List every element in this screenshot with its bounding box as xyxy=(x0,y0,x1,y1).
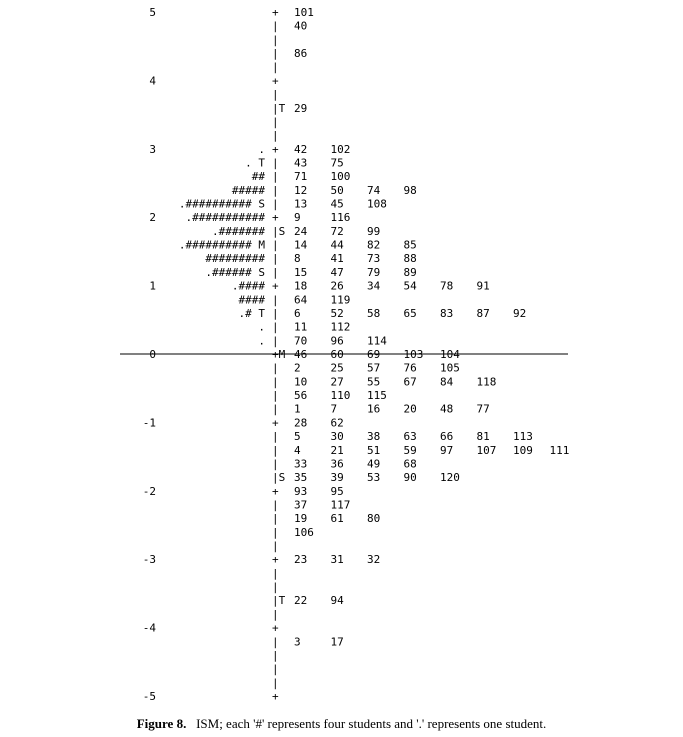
axis-tick-label: 3 xyxy=(149,142,156,156)
item-label: 69 xyxy=(367,348,381,361)
item-label: 25 xyxy=(330,361,344,375)
item-label: 86 xyxy=(294,47,308,61)
axis-marker: + xyxy=(272,621,279,635)
item-label: 51 xyxy=(367,443,381,457)
item-label: 117 xyxy=(330,498,351,512)
axis-marker: | xyxy=(272,170,279,184)
item-label: 119 xyxy=(330,293,351,307)
axis-marker: +M xyxy=(272,348,286,361)
item-label: 71 xyxy=(294,170,308,184)
axis-tick-label: 0 xyxy=(149,348,156,361)
item-label: 109 xyxy=(513,443,533,457)
item-label: 101 xyxy=(294,6,314,19)
item-label: 72 xyxy=(330,224,344,238)
item-label: 31 xyxy=(330,553,344,567)
item-label: 102 xyxy=(330,142,351,156)
item-label: 56 xyxy=(294,389,308,403)
axis-marker: | xyxy=(272,238,279,252)
item-label: 30 xyxy=(330,430,344,444)
axis-marker: | xyxy=(272,265,279,279)
item-label: 29 xyxy=(294,101,308,115)
person-distribution: ## xyxy=(251,170,265,184)
item-label: 1 xyxy=(294,402,301,416)
item-label: 96 xyxy=(330,334,344,348)
item-label: 60 xyxy=(330,348,344,361)
item-label: 38 xyxy=(367,430,381,444)
axis-marker: | xyxy=(272,183,279,197)
axis-marker: | xyxy=(272,512,279,526)
item-label: 106 xyxy=(294,525,314,539)
axis-marker: | xyxy=(272,443,279,457)
item-label: 85 xyxy=(403,238,417,252)
item-label: 6 xyxy=(294,306,301,320)
axis-marker: | xyxy=(272,88,279,102)
axis-marker: | xyxy=(272,375,279,389)
axis-marker: | xyxy=(272,402,279,416)
axis-tick-label: -2 xyxy=(142,484,156,498)
item-label: 66 xyxy=(440,430,454,444)
item-label: 14 xyxy=(294,238,308,252)
item-label: 62 xyxy=(330,416,344,430)
axis-marker: | xyxy=(272,156,279,170)
axis-marker: | xyxy=(272,197,279,211)
axis-marker: | xyxy=(272,662,279,676)
axis-marker: | xyxy=(272,129,279,143)
item-label: 113 xyxy=(513,430,533,444)
item-label: 44 xyxy=(330,238,344,252)
item-label: 112 xyxy=(330,320,351,334)
axis-marker: | xyxy=(272,306,279,320)
person-distribution: ##### xyxy=(231,183,265,197)
axis-marker: |T xyxy=(272,101,286,115)
axis-marker: |S xyxy=(272,471,286,485)
item-label: 59 xyxy=(403,443,417,457)
item-label: 19 xyxy=(294,512,308,526)
item-label: 88 xyxy=(403,252,417,266)
item-label: 27 xyxy=(330,375,344,389)
item-label: 47 xyxy=(330,265,344,279)
item-label: 83 xyxy=(440,306,454,320)
item-label: 114 xyxy=(367,334,387,348)
axis-marker: + xyxy=(272,279,279,293)
item-label: 103 xyxy=(403,348,424,361)
item-label: 115 xyxy=(367,389,387,403)
axis-tick-label: 2 xyxy=(149,211,156,225)
item-label: 13 xyxy=(294,197,308,211)
item-label: 104 xyxy=(440,348,460,361)
item-label: 89 xyxy=(403,265,417,279)
person-distribution: .########## M xyxy=(178,238,265,252)
item-label: 18 xyxy=(294,279,308,293)
axis-marker: + xyxy=(272,6,279,19)
axis-marker: + xyxy=(272,74,279,88)
item-label: 79 xyxy=(367,265,381,279)
person-distribution: .#### xyxy=(231,279,265,293)
item-label: 111 xyxy=(549,443,570,457)
item-label: 40 xyxy=(294,19,308,33)
axis-marker: | xyxy=(272,115,279,129)
item-label: 61 xyxy=(330,512,344,526)
axis-marker: + xyxy=(272,553,279,567)
axis-marker: + xyxy=(272,484,279,498)
axis-tick-label: -5 xyxy=(142,690,156,703)
axis-marker: | xyxy=(272,361,279,375)
person-distribution: . xyxy=(258,334,265,348)
person-distribution: . T xyxy=(245,156,265,170)
person-distribution: .# T xyxy=(238,306,265,320)
axis-marker: + xyxy=(272,416,279,430)
item-label: 52 xyxy=(330,306,344,320)
item-label: 77 xyxy=(476,402,490,416)
axis-tick-label: 5 xyxy=(149,6,156,19)
item-label: 110 xyxy=(330,389,351,403)
axis-marker: + xyxy=(272,690,279,703)
item-label: 65 xyxy=(403,306,417,320)
item-label: 48 xyxy=(440,402,454,416)
axis-marker: | xyxy=(272,389,279,403)
caption-text: ISM; each '#' represents four students and '.' represents one student. xyxy=(196,716,547,731)
caption-label: Figure 8. xyxy=(136,716,187,731)
item-label: 54 xyxy=(403,279,417,293)
item-label: 75 xyxy=(330,156,344,170)
item-label: 84 xyxy=(440,375,454,389)
item-label: 11 xyxy=(294,320,308,334)
item-label: 7 xyxy=(330,402,338,416)
item-label: 99 xyxy=(367,224,381,238)
axis-marker: | xyxy=(272,47,279,61)
item-label: 32 xyxy=(367,553,381,567)
item-label: 78 xyxy=(440,279,454,293)
person-distribution: . xyxy=(258,320,265,334)
item-label: 53 xyxy=(367,471,381,485)
item-label: 80 xyxy=(367,512,381,526)
axis-marker: | xyxy=(272,33,279,47)
item-label: 17 xyxy=(330,635,344,649)
item-label: 41 xyxy=(330,252,344,266)
item-label: 74 xyxy=(367,183,381,197)
item-label: 64 xyxy=(294,293,308,307)
item-label: 8 xyxy=(294,252,301,266)
axis-marker: | xyxy=(272,635,279,649)
item-label: 36 xyxy=(330,457,344,471)
item-label: 92 xyxy=(513,306,527,320)
item-label: 12 xyxy=(294,183,308,197)
item-label: 63 xyxy=(403,430,417,444)
axis-marker: | xyxy=(272,566,279,580)
axis-marker: | xyxy=(272,457,279,471)
item-label: 5 xyxy=(294,430,301,444)
item-label: 95 xyxy=(330,484,344,498)
person-distribution: #### xyxy=(238,293,265,307)
axis-marker: | xyxy=(272,320,279,334)
item-label: 73 xyxy=(367,252,381,266)
axis-marker: + xyxy=(272,211,279,225)
item-label: 67 xyxy=(403,375,417,389)
item-label: 34 xyxy=(367,279,381,293)
item-label: 50 xyxy=(330,183,344,197)
item-label: 28 xyxy=(294,416,308,430)
person-distribution: .###### S xyxy=(205,265,265,279)
item-label: 93 xyxy=(294,484,308,498)
person-distribution: .########### xyxy=(185,211,265,225)
item-label: 90 xyxy=(403,471,417,485)
item-label: 24 xyxy=(294,224,308,238)
item-label: 45 xyxy=(330,197,344,211)
item-label: 107 xyxy=(476,443,497,457)
person-distribution: .########## S xyxy=(178,197,265,211)
person-distribution: .####### xyxy=(212,224,265,238)
axis-marker: | xyxy=(272,498,279,512)
item-label: 33 xyxy=(294,457,308,471)
axis-marker: | xyxy=(272,334,279,348)
item-label: 120 xyxy=(440,471,460,485)
item-label: 58 xyxy=(367,306,381,320)
axis-marker: | xyxy=(272,539,279,553)
item-label: 42 xyxy=(294,142,308,156)
axis-marker: + xyxy=(272,142,279,156)
item-label: 49 xyxy=(367,457,381,471)
axis-marker: | xyxy=(272,607,279,621)
item-label: 23 xyxy=(294,553,308,567)
item-label: 39 xyxy=(330,471,344,485)
item-label: 10 xyxy=(294,375,308,389)
axis-tick-label: -3 xyxy=(142,553,156,567)
person-distribution: . xyxy=(258,142,265,156)
item-label: 26 xyxy=(330,279,344,293)
item-label: 87 xyxy=(476,306,490,320)
axis-tick-label: -4 xyxy=(142,621,156,635)
item-label: 118 xyxy=(476,375,497,389)
item-label: 55 xyxy=(367,375,381,389)
axis-marker: | xyxy=(272,430,279,444)
item-label: 70 xyxy=(294,334,308,348)
item-label: 105 xyxy=(440,361,460,375)
item-label: 81 xyxy=(476,430,490,444)
item-label: 94 xyxy=(330,594,344,608)
item-label: 108 xyxy=(367,197,387,211)
axis-marker: | xyxy=(272,525,279,539)
axis-marker: | xyxy=(272,580,279,594)
item-label: 35 xyxy=(294,471,308,485)
item-label: 91 xyxy=(476,279,490,293)
item-label: 46 xyxy=(294,348,308,361)
axis-marker: | xyxy=(272,648,279,662)
axis-marker: | xyxy=(272,19,279,33)
axis-tick-label: 4 xyxy=(149,74,156,88)
axis-tick-label: -1 xyxy=(142,416,156,430)
axis-marker: |T xyxy=(272,594,286,608)
axis-marker: | xyxy=(272,676,279,690)
item-label: 68 xyxy=(403,457,417,471)
person-distribution: ######### xyxy=(205,252,265,266)
item-label: 100 xyxy=(330,170,351,184)
item-label: 16 xyxy=(367,402,381,416)
axis-marker: | xyxy=(272,60,279,74)
item-label: 98 xyxy=(403,183,417,197)
item-label: 3 xyxy=(294,635,301,649)
axis-tick-label: 1 xyxy=(149,279,156,293)
item-label: 82 xyxy=(367,238,381,252)
item-label: 97 xyxy=(440,443,454,457)
item-label: 76 xyxy=(403,361,417,375)
axis-marker: |S xyxy=(272,224,286,238)
item-label: 116 xyxy=(330,211,351,225)
item-label: 22 xyxy=(294,594,308,608)
item-label: 21 xyxy=(330,443,344,457)
figure-caption xyxy=(0,716,683,732)
axis-marker: | xyxy=(272,252,279,266)
item-label: 9 xyxy=(294,211,301,225)
item-label: 57 xyxy=(367,361,381,375)
item-label: 2 xyxy=(294,361,301,375)
item-label: 43 xyxy=(294,156,308,170)
item-label: 20 xyxy=(403,402,417,416)
item-label: 15 xyxy=(294,265,308,279)
axis-marker: | xyxy=(272,293,279,307)
item-label: 37 xyxy=(294,498,308,512)
item-label: 4 xyxy=(294,443,301,457)
